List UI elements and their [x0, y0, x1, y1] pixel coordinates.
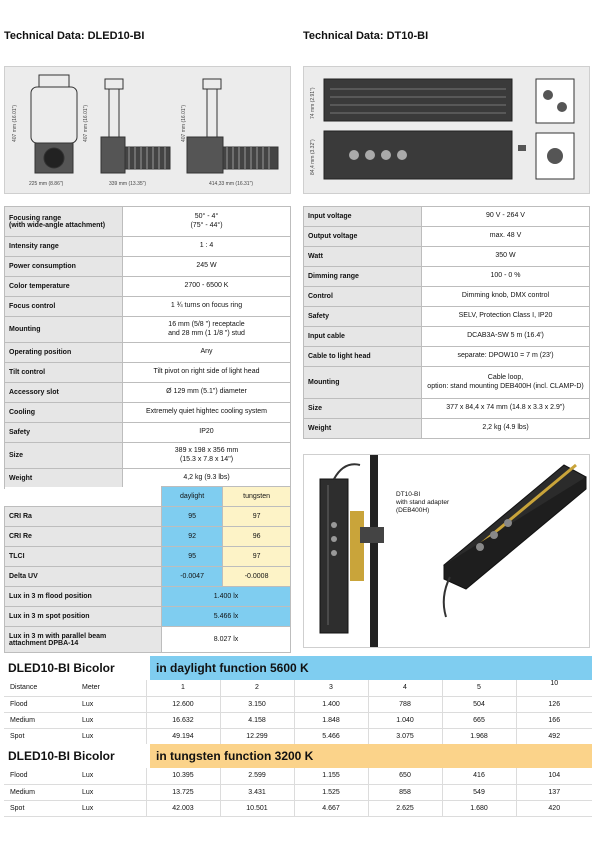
dled10-spec-row: [5, 443, 291, 469]
daylight-cell: Medium: [4, 712, 76, 728]
cri-row-label: CRI Re: [5, 527, 162, 547]
cri-row-label: TLCI: [5, 547, 162, 567]
daylight-cell: Lux: [76, 712, 146, 728]
dled10-spec-label: Intensity range: [5, 237, 123, 257]
dt10-height-1: 74 mm (2.91"): [310, 87, 316, 119]
daylight-cell: 1.040: [368, 712, 442, 728]
right-heading-bold: Technical Data:: [303, 30, 384, 42]
dled10-spec-value: 245 W: [123, 257, 291, 277]
tungsten-row: [4, 768, 592, 784]
daylight-header-cell: 5: [442, 680, 516, 696]
dled10-spec-value: Extremely quiet hightec cooling system: [123, 403, 291, 423]
dt10-spec-label: Input cable: [304, 327, 422, 347]
dt10-spec-label: Dimming range: [304, 267, 422, 287]
dled10-spec-label: Mounting: [5, 317, 123, 343]
dled10-spec-label: Power consumption: [5, 257, 123, 277]
cri-tungsten-value: 97: [223, 507, 291, 527]
daylight-row: [4, 728, 592, 744]
dled10-spec-row: [5, 403, 291, 423]
dt10-spec-label: Input voltage: [304, 207, 422, 227]
dled10-spec-label: Safety: [5, 423, 123, 443]
dt10-spec-value: Cable loop, option: stand mounting DEB400H (incl. CLAMP-D): [422, 367, 590, 399]
tungsten-cell: 416: [442, 768, 516, 784]
lux-row-label: Lux in 3 m flood position: [5, 587, 162, 607]
daylight-header-cell: 2: [220, 680, 294, 696]
dled10-spec-value: 50° - 4° (75° - 44°): [123, 207, 291, 237]
daylight-header-cell: 1: [146, 680, 220, 696]
dled10-spec-label: Accessory slot: [5, 383, 123, 403]
lux-row: [5, 627, 291, 653]
left-heading-bold: Technical Data:: [4, 30, 85, 42]
dled10-drawing: [4, 66, 291, 194]
tungsten-cell: 549: [442, 784, 516, 800]
dt10-spec-value: 350 W: [422, 247, 590, 267]
daylight-product-title: [4, 656, 150, 680]
tungsten-cell: 13.725: [146, 784, 220, 800]
daylight-cell: 12.299: [220, 728, 294, 744]
height-dim-1: 407 mm (16.01"): [12, 104, 18, 142]
right-heading-name: DT10-BI: [386, 30, 429, 42]
dt10-spec-row: [304, 267, 590, 287]
tungsten-cell: 1.680: [442, 800, 516, 816]
dt10-spec-row: [304, 227, 590, 247]
daylight-cell: 5.466: [294, 728, 368, 744]
dt10-spec-value: DCAB3A-SW 5 m (16.4'): [422, 327, 590, 347]
tungsten-cell: 1.155: [294, 768, 368, 784]
daylight-cell: 1.400: [294, 696, 368, 712]
tungsten-photometric-table: [4, 768, 592, 817]
daylight-function-label: in daylight function 5600 K: [156, 661, 309, 675]
tungsten-cell: Lux: [76, 768, 146, 784]
daylight-cell: 49.194: [146, 728, 220, 744]
daylight-cell: 492: [516, 728, 592, 744]
cri-daylight-value: 95: [162, 507, 223, 527]
dt10-spec-label: Cable to light head: [304, 347, 422, 367]
height-dim-2: 407 mm (16.01"): [83, 104, 89, 142]
width-dim-3: 414,33 mm (16.31"): [209, 181, 254, 187]
cri-row: [5, 507, 291, 527]
daylight-cell: 126: [516, 696, 592, 712]
dt10-spec-row: [304, 399, 590, 419]
dt10-spec-value: SELV, Protection Class I, IP20: [422, 307, 590, 327]
tungsten-row: [4, 784, 592, 800]
tungsten-cell: 42.003: [146, 800, 220, 816]
dt10-spec-label: Weight: [304, 419, 422, 439]
dt10-spec-row: [304, 367, 590, 399]
tungsten-product-title: [4, 744, 150, 768]
tungsten-cell: 650: [368, 768, 442, 784]
daylight-row: [4, 696, 592, 712]
dt10-spec-row: [304, 247, 590, 267]
cri-tungsten-value: 96: [223, 527, 291, 547]
cri-daylight-value: -0.0047: [162, 567, 223, 587]
tungsten-function-label: in tungsten function 3200 K: [156, 749, 314, 763]
daylight-header-cell: 4: [368, 680, 442, 696]
lux-row: [5, 587, 291, 607]
daylight-cell: 1.968: [442, 728, 516, 744]
dt10-spec-value: 2,2 kg (4.9 lbs): [422, 419, 590, 439]
width-dim-1: 225 mm (8.86"): [29, 181, 64, 187]
dled10-spec-value: 2700 - 6500 K: [123, 277, 291, 297]
dt10-spec-row: [304, 307, 590, 327]
daylight-product-label: DLED10-BI Bicolor: [8, 661, 115, 675]
dled10-spec-row: [5, 237, 291, 257]
dt10-spec-row: [304, 327, 590, 347]
cri-row-label: Delta UV: [5, 567, 162, 587]
tungsten-cell: 2.599: [220, 768, 294, 784]
daylight-photometric-table: [4, 680, 592, 745]
daylight-cell: Lux: [76, 728, 146, 744]
dled10-spec-label: Operating position: [5, 343, 123, 363]
daylight-cell: 665: [442, 712, 516, 728]
daylight-row: [4, 712, 592, 728]
cri-row: [5, 547, 291, 567]
dled10-spec-label: Weight: [5, 469, 123, 489]
dled10-spec-row: [5, 423, 291, 443]
daylight-cell: 788: [368, 696, 442, 712]
dt10-spec-value: Dimming knob, DMX control: [422, 287, 590, 307]
tungsten-cell: 4.667: [294, 800, 368, 816]
dled10-spec-label: Cooling: [5, 403, 123, 423]
daylight-cell: 3.075: [368, 728, 442, 744]
daylight-column-header: daylight: [162, 487, 223, 507]
dt10-spec-label: Control: [304, 287, 422, 307]
dled10-spec-label: Size: [5, 443, 123, 469]
dled10-spec-row: [5, 297, 291, 317]
tungsten-cell: 858: [368, 784, 442, 800]
daylight-cell: Spot: [4, 728, 76, 744]
dled10-spec-label: Focusing range (with wide-angle attachment): [5, 207, 123, 237]
cri-tungsten-value: 97: [223, 547, 291, 567]
daylight-cell: 12.600: [146, 696, 220, 712]
daylight-header-cell: 3: [294, 680, 368, 696]
dt10-spec-value: 377 x 84,4 x 74 mm (14.8 x 3.3 x 2.9"): [422, 399, 590, 419]
dt10-product-photo: [303, 454, 590, 648]
tungsten-cell: Flood: [4, 768, 76, 784]
dled10-spec-label: Tilt control: [5, 363, 123, 383]
dled10-spec-value: IP20: [123, 423, 291, 443]
cri-tungsten-value: -0.0008: [223, 567, 291, 587]
photo-caption: DT10-BI with stand adapter (DEB400H): [396, 491, 450, 515]
dled10-spec-row: [5, 277, 291, 297]
tungsten-row: [4, 800, 592, 816]
daylight-header-row: [4, 680, 592, 696]
dt10-spec-label: Mounting: [304, 367, 422, 399]
lux-row-value: 5.466 lx: [162, 607, 291, 627]
dled10-spec-value: 4,2 kg (9.3 lbs): [123, 469, 291, 489]
dt10-photo-svg: [304, 455, 590, 648]
dt10-spec-label: Watt: [304, 247, 422, 267]
left-heading-name: DLED10-BI: [87, 30, 145, 42]
dt10-spec-row: [304, 287, 590, 307]
tungsten-cell: Lux: [76, 784, 146, 800]
cri-row-label: CRI Ra: [5, 507, 162, 527]
dled10-spec-value: Any: [123, 343, 291, 363]
dt10-spec-table: [303, 206, 590, 439]
tungsten-function-title: [150, 744, 592, 768]
right-heading: [303, 30, 428, 42]
tungsten-cell: 3.431: [220, 784, 294, 800]
daylight-cell: 4.158: [220, 712, 294, 728]
dt10-drawing-svg: [304, 67, 591, 195]
dt10-spec-value: 100 - 0 %: [422, 267, 590, 287]
dt10-spec-row: [304, 419, 590, 439]
height-dim-3: 407 mm (16.01"): [181, 104, 187, 142]
daylight-cell: 3.150: [220, 696, 294, 712]
dt10-spec-label: Safety: [304, 307, 422, 327]
daylight-cell: 504: [442, 696, 516, 712]
width-dim-2: 339 mm (13.35"): [109, 181, 147, 187]
dled10-spec-value: Tilt pivot on right side of light head: [123, 363, 291, 383]
tungsten-cell: 420: [516, 800, 592, 816]
tungsten-column-header: tungsten: [223, 487, 291, 507]
dt10-spec-value: 90 V - 264 V: [422, 207, 590, 227]
tungsten-cell: Spot: [4, 800, 76, 816]
tungsten-product-label: DLED10-BI Bicolor: [8, 749, 115, 763]
daylight-header-cell: Meter: [76, 680, 146, 696]
dled10-spec-table: [4, 206, 291, 489]
dled10-spec-row: [5, 257, 291, 277]
lux-row-label: Lux in 3 m spot position: [5, 607, 162, 627]
dt10-spec-label: Output voltage: [304, 227, 422, 247]
cri-header-row: [5, 487, 291, 507]
lux-row: [5, 607, 291, 627]
cri-header-blank: [5, 487, 162, 507]
daylight-cell: 166: [516, 712, 592, 728]
lux-row-value: 1.400 lx: [162, 587, 291, 607]
daylight-cell: Lux: [76, 696, 146, 712]
dt10-spec-value: separate: DPOW10 = 7 m (23'): [422, 347, 590, 367]
dt10-spec-value: max. 48 V: [422, 227, 590, 247]
dled10-spec-value: 389 x 198 x 356 mm (15.3 x 7.8 x 14"): [123, 443, 291, 469]
tungsten-cell: 1.525: [294, 784, 368, 800]
dled10-spec-label: Focus control: [5, 297, 123, 317]
tungsten-cell: Lux: [76, 800, 146, 816]
dt10-spec-label: Size: [304, 399, 422, 419]
daylight-cell: 16.632: [146, 712, 220, 728]
cri-row: [5, 567, 291, 587]
tungsten-cell: 10.395: [146, 768, 220, 784]
daylight-cell: 1.848: [294, 712, 368, 728]
dled10-spec-row: [5, 363, 291, 383]
cri-daylight-value: 92: [162, 527, 223, 547]
daylight-header-cell: Distance: [4, 680, 76, 696]
dt10-spec-row: [304, 207, 590, 227]
daylight-function-title: [150, 656, 592, 680]
daylight-header-cell: 10: [516, 680, 592, 696]
dled10-spec-value: 16 mm (5/8 ") receptacle and 28 mm (1 1/8 ") stud: [123, 317, 291, 343]
tungsten-cell: 10.501: [220, 800, 294, 816]
dled10-spec-row: [5, 343, 291, 363]
daylight-cell: Flood: [4, 696, 76, 712]
cri-daylight-value: 95: [162, 547, 223, 567]
dled10-spec-value: 1 ¾ turns on focus ring: [123, 297, 291, 317]
dled10-spec-value: 1 : 4: [123, 237, 291, 257]
tungsten-cell: 2.625: [368, 800, 442, 816]
dt10-spec-row: [304, 347, 590, 367]
dled10-spec-value: Ø 129 mm (5.1") diameter: [123, 383, 291, 403]
dled10-spec-row: [5, 317, 291, 343]
dt10-height-2: 84,4 mm (3.32"): [310, 139, 316, 175]
dled10-spec-row: [5, 383, 291, 403]
left-heading: [4, 30, 144, 42]
dled10-spec-row: [5, 207, 291, 237]
dled10-spec-label: Color temperature: [5, 277, 123, 297]
dled10-drawing-svg: [5, 67, 292, 195]
dt10-drawing: [303, 66, 590, 194]
lux-row-label: Lux in 3 m with parallel beam attachment DPBA-14: [5, 627, 162, 653]
tungsten-cell: 137: [516, 784, 592, 800]
cri-row: [5, 527, 291, 547]
tungsten-cell: 104: [516, 768, 592, 784]
lux-row-value: 8.027 lx: [162, 627, 291, 653]
cri-table: [4, 486, 291, 653]
tungsten-cell: Medium: [4, 784, 76, 800]
